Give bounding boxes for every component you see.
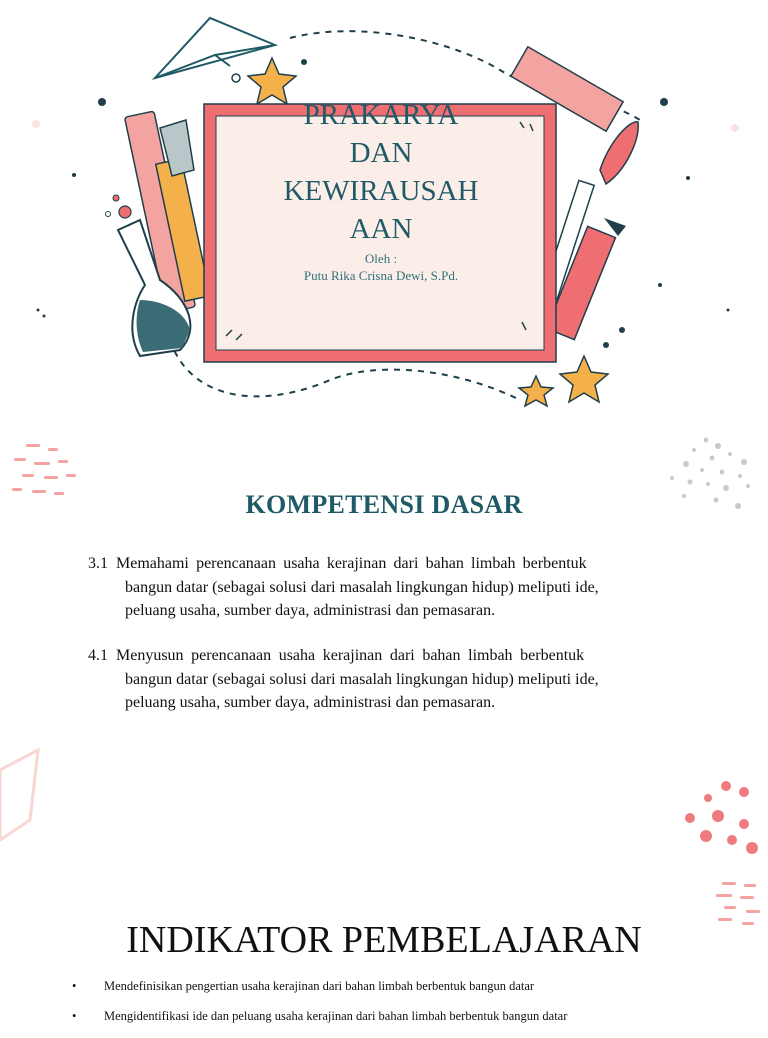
indikator-list bbox=[72, 978, 712, 1038]
indikator-text: Mengidentifikasi ide dan peluang usaha kerajinan dari bahan limbah berbentuk bangun datar bbox=[104, 1009, 568, 1023]
kompetensi-text: Menyusun perencanaan usaha kerajinan dari bahan limbah berbentuk bbox=[116, 647, 585, 664]
cover-slide bbox=[0, 0, 768, 420]
list-item bbox=[72, 1008, 712, 1024]
list-item bbox=[72, 978, 712, 994]
kompetensi-line bbox=[88, 552, 700, 576]
kompetensi-number: 3.1 bbox=[88, 555, 108, 572]
bullet-icon: • bbox=[72, 1009, 77, 1023]
kompetensi-item bbox=[88, 552, 700, 623]
author-label: Oleh : bbox=[364, 251, 398, 266]
kompetensi-text: Memahami perencanaan usaha kerajinan dari bahan limbah berbentuk bbox=[116, 555, 587, 572]
cover-title-line: KEWIRAUSAH bbox=[283, 175, 479, 207]
cover-title-line: PRAKARYA bbox=[303, 99, 459, 131]
kompetensi-line bbox=[88, 644, 700, 668]
indikator-text: Mendefinisikan pengertian usaha kerajinan dari bahan limbah berbentuk bangun datar bbox=[104, 979, 535, 993]
kompetensi-slide bbox=[0, 420, 768, 860]
cover-title bbox=[206, 96, 556, 248]
indikator-heading: INDIKATOR PEMBELAJARAN bbox=[126, 919, 642, 961]
author-block bbox=[206, 250, 556, 284]
cover-title-line: DAN bbox=[349, 137, 413, 169]
kompetensi-text: bangun datar (sebagai solusi dari masalah lingkungan hidup) meliputi ide, bbox=[125, 578, 599, 596]
paper-plane-icon bbox=[155, 18, 275, 78]
kompetensi-text: bangun datar (sebagai solusi dari masalah lingkungan hidup) meliputi ide, bbox=[125, 670, 599, 688]
kompetensi-decoration bbox=[0, 420, 768, 860]
kompetensi-number: 4.1 bbox=[88, 647, 108, 664]
kompetensi-heading: KOMPETENSI DASAR bbox=[245, 490, 523, 519]
indikator-slide bbox=[0, 860, 768, 1024]
cover-title-line: AAN bbox=[349, 213, 413, 245]
author-name: Putu Rika Crisna Dewi, S.Pd. bbox=[303, 268, 459, 283]
bullet-icon: • bbox=[72, 979, 77, 993]
kompetensi-text: peluang usaha, sumber daya, administrasi dan pemasaran. bbox=[125, 694, 496, 711]
kompetensi-text: peluang usaha, sumber daya, administrasi dan pemasaran. bbox=[125, 602, 496, 619]
kompetensi-item bbox=[88, 644, 700, 715]
